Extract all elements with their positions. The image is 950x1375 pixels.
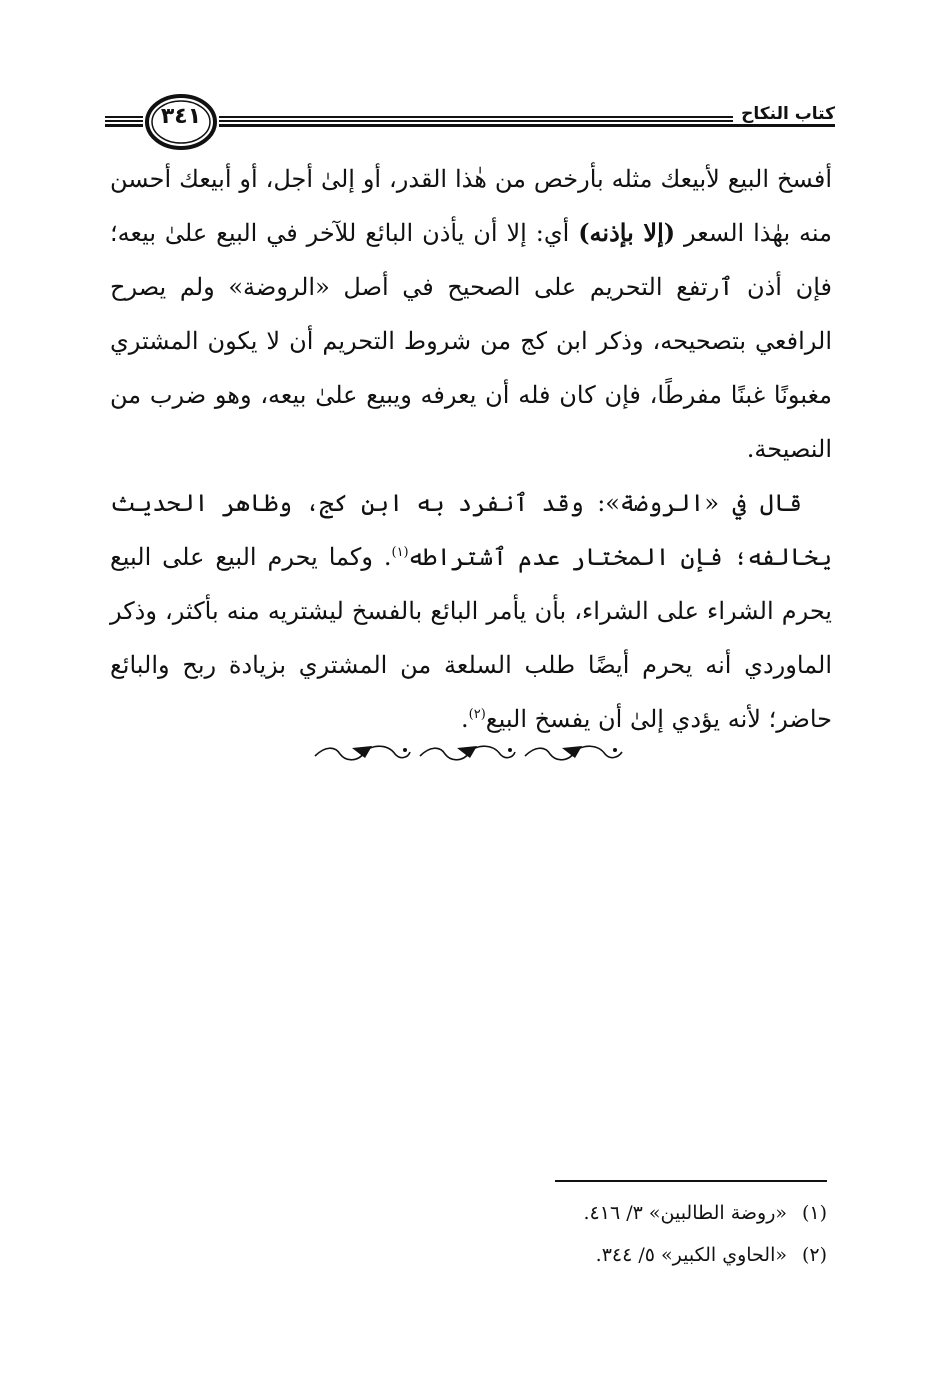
main-text (110, 152, 832, 746)
footnote-ref: (١) (391, 545, 409, 560)
footnote-item (420, 1192, 827, 1234)
page-number-frame (143, 92, 219, 152)
footnote-item (420, 1234, 827, 1276)
text-run: قال في «الروضة»: وقد ٱنفرد به ابن كج، وظاهر الحديث يخالفه؛ فإن المختار عدم ٱشتراطه (110, 489, 833, 571)
footnotes (420, 1192, 827, 1276)
paragraph-1 (110, 152, 832, 476)
footnote-text: «الحاوي الكبير» ٥/ ٣٤٤. (595, 1244, 787, 1266)
text-run: . (461, 705, 469, 733)
section-ornament (310, 738, 630, 768)
footnote-ref: (٢) (468, 707, 486, 722)
page-number: ٣٤١ (160, 104, 202, 129)
text-run: أفسخ البيع لأبيعك مثله بأرخص من هٰذا القدر، أو إلىٰ أجل، أو أبيعك أحسن منه بهٰذا السعر (110, 165, 832, 247)
footnote-number: (٢) (801, 1244, 827, 1266)
page-header (105, 86, 835, 156)
footnote-number: (١) (801, 1202, 827, 1224)
footnote-separator (555, 1180, 827, 1182)
quoted-matn: (إلا بإذنه) (578, 218, 676, 247)
text-run: . وكما يحرم البيع على البيع يحرم الشراء على الشراء، بأن يأمر البائع بالفسخ ليشتريه منه بأكثر، وذكر الماوردي أنه يحرم أيضًا طلب السلعة من المشتري بزيادة ربح والبائع حاضر؛ لأنه يؤدي إلىٰ أن يفسخ البيع (110, 543, 832, 733)
text-run: أي: إلا أن يأذن البائع للآخر في البيع علىٰ بيعه؛ فإن أذن ٱرتفع التحريم على الصحيح في أصل «الروضة» ولم يصرح الرافعي بتصحيحه، وذكر ابن كج من شروط التحريم أن لا يكون المشتري مغبونًا غبنًا مفرطًا، فإن كان فله أن يعرفه ويبيع علىٰ بيعه، وهو ضرب من النصيحة. (110, 219, 832, 463)
paragraph-2 (110, 476, 832, 746)
chapter-title: كتاب النكاح (733, 104, 835, 124)
footnote-text: «روضة الطالبين» ٣/ ٤١٦. (583, 1202, 787, 1224)
